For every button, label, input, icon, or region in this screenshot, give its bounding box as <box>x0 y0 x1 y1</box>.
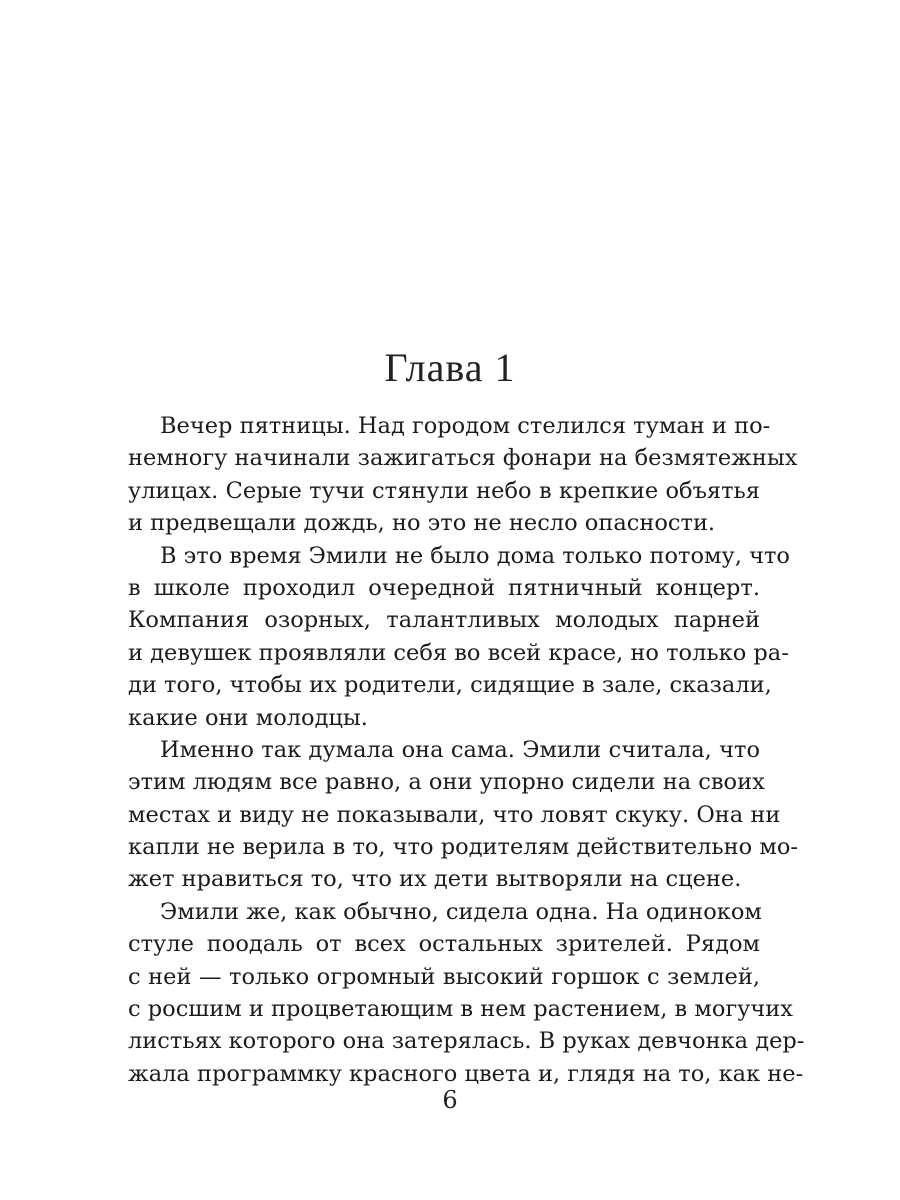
text-line: Эмили же, как обычно, сидела одна. На одиноком <box>160 898 762 925</box>
text-line: немногу начинали зажигаться фонари на безмятежных <box>128 445 798 472</box>
paragraph <box>128 410 798 540</box>
text-line: капли не верила в то, что родителям действительно мо- <box>128 834 798 861</box>
paragraph <box>128 734 798 896</box>
text-line: Именно так думала она сама. Эмили считала, что <box>160 736 760 763</box>
paragraph <box>128 540 790 734</box>
text-line: Вечер пятницы. Над городом стелился туман и по- <box>160 413 771 439</box>
text-line: с ней — только огромный высокий горшок с землей, <box>128 963 760 990</box>
body-text <box>128 410 805 1090</box>
text-line: в школе проходил очередной пятничный концерт. <box>128 574 760 601</box>
text-line: с росшим и процветающим в нем растением, в могучих <box>128 996 793 1023</box>
text-line: и предвещали дождь, но это не несло опасности. <box>128 510 716 537</box>
text-line: и девушек проявляли себя во всей красе, но только ра- <box>128 639 789 666</box>
text-line: этим людям все равно, а они упорно сидели на своих <box>128 769 765 796</box>
text-line: Компания озорных, талантливых молодых парней <box>128 607 760 634</box>
chapter-title: Глава 1 <box>384 345 516 390</box>
page-number: 6 <box>442 1086 458 1114</box>
text-line: жет нравиться то, что их дети вытворяли на сцене. <box>128 866 742 893</box>
text-line: местах и виду не показывали, что ловят скуку. Она ни <box>128 801 781 828</box>
paragraph <box>128 896 805 1090</box>
text-line: жала программку красного цвета и, глядя на то, как не- <box>128 1060 804 1087</box>
text-line: В это время Эмили не было дома только потому, что <box>160 542 790 569</box>
text-line: какие они молодцы. <box>128 704 368 731</box>
text-line: ди того, чтобы их родители, сидящие в зале, сказали, <box>128 672 772 699</box>
text-line: листьях которого она затерялась. В руках девчонка дер- <box>128 1028 805 1055</box>
text-line: улицах. Серые тучи стянули небо в крепкие объятья <box>128 477 760 504</box>
text-line: стуле поодаль от всех остальных зрителей. Рядом <box>128 931 760 958</box>
